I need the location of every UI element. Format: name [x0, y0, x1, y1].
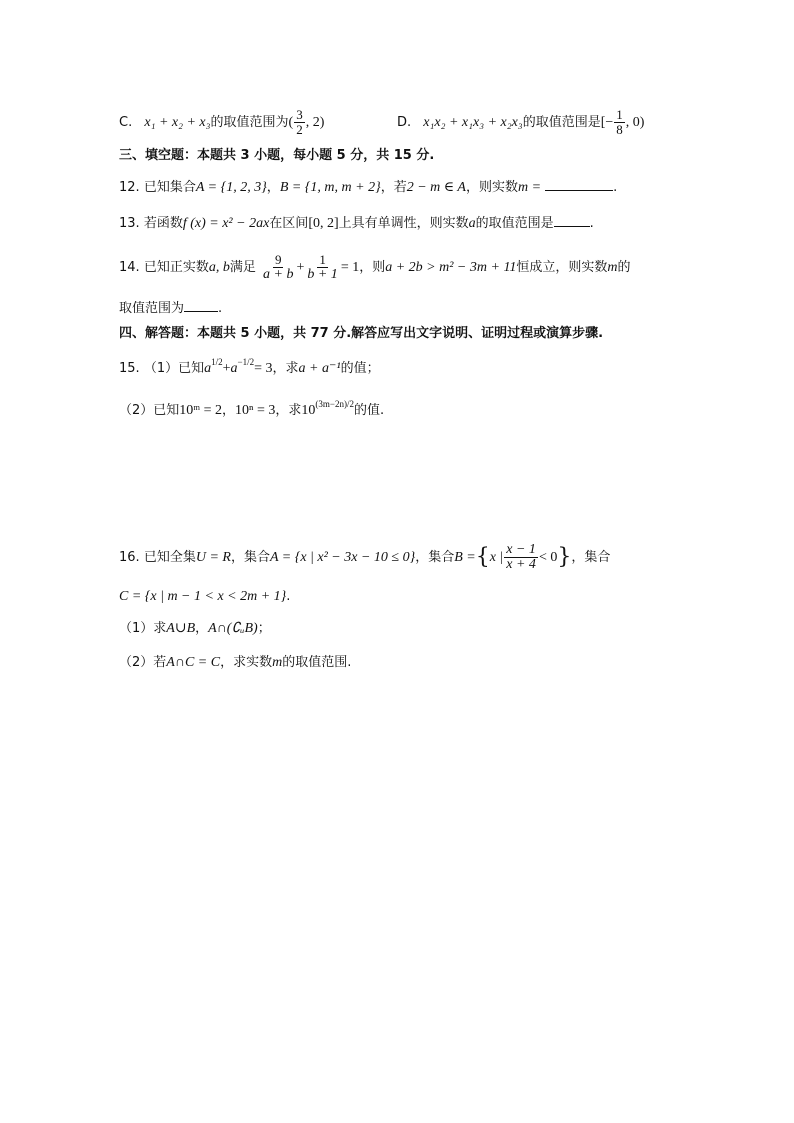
- q16-set-c: C = {x | m − 1 < x < 2m + 1}: [119, 589, 287, 604]
- option-c: [119, 108, 324, 137]
- q12-set-a: A = {1, 2, 3}: [195, 180, 267, 195]
- q16-variable: m: [272, 655, 283, 670]
- q12-variable: m =: [517, 180, 542, 195]
- q14-plus: +: [296, 260, 305, 275]
- q15-text-2: 的值；: [340, 361, 380, 376]
- q15-eq: = 3: [254, 361, 273, 376]
- q14-fraction-1: [261, 253, 295, 282]
- q16-set-c-end: .: [286, 589, 291, 604]
- q15-cond-1: 10ᵐ = 2: [179, 403, 223, 418]
- q12-text-4: ，则实数: [465, 180, 518, 195]
- question-15-part-2: [119, 399, 385, 420]
- q13-number: 13.: [119, 216, 140, 231]
- question-14: [119, 253, 631, 282]
- q15-number: 15.: [119, 361, 140, 376]
- q14-line-2-text: 取值范围为: [119, 301, 185, 316]
- option-c-expr: x₁ + x₂ + x₃: [144, 115, 211, 130]
- q15-base-1: a: [204, 361, 212, 376]
- q16-left-brace: {: [475, 544, 490, 570]
- option-d-label: D.: [397, 115, 412, 130]
- q15-expr: a + a⁻¹: [298, 361, 341, 376]
- q14-end: .: [218, 301, 223, 316]
- q16-number: 16.: [119, 550, 140, 565]
- q16-universe: U = R: [195, 550, 231, 565]
- question-16-part-1: [119, 620, 271, 638]
- q13-answer-blank[interactable]: [554, 214, 590, 227]
- q15-separator: ，: [222, 403, 236, 418]
- q14-f2-den: b + 1: [307, 267, 338, 282]
- q14-inequality: a + 2b > m² − 3m + 11: [385, 260, 517, 275]
- q16-text-3: ，集合: [415, 550, 455, 565]
- q12-end: .: [613, 180, 618, 195]
- q16-part-2-label: （2）若: [119, 655, 167, 670]
- q14-text-3: ，则: [359, 260, 386, 275]
- option-c-num: 3: [296, 107, 303, 122]
- question-16-part-2: [119, 654, 351, 672]
- q16-intersection: A∩(∁ᵤB): [208, 621, 258, 636]
- q15-base-3: 10: [301, 403, 316, 418]
- q16-set-b-prefix: B =: [454, 550, 476, 565]
- q14-f1-den: a + b: [263, 267, 294, 282]
- option-d-text: 的取值范围是: [522, 115, 601, 130]
- q16-part-1-label: （1）求: [119, 621, 167, 636]
- option-c-close: , 2): [305, 115, 325, 130]
- q12-number: 12.: [119, 180, 140, 195]
- q15-base-2: a: [230, 361, 238, 376]
- q13-variable: a: [468, 216, 476, 231]
- section-3-heading: 三、填空题：本题共 3 小题，每小题 5 分，共 15 分.: [119, 148, 435, 163]
- q16-part-1-end: ；: [257, 621, 271, 636]
- q15-plus: +: [222, 361, 231, 376]
- question-13: [119, 214, 594, 233]
- q13-end: .: [589, 216, 594, 231]
- q14-text-4: 恒成立，则实数: [516, 260, 608, 275]
- q14-f2-num: 1: [319, 252, 326, 267]
- question-14-line-2: [119, 299, 222, 318]
- q12-text-1: 已知集合: [143, 180, 196, 195]
- q13-text-4: 的取值范围是: [475, 216, 554, 231]
- q16-text-6: 的取值范围.: [282, 655, 352, 670]
- option-c-label: C.: [119, 115, 133, 130]
- option-d: [397, 108, 644, 137]
- option-d-open: [−: [600, 115, 614, 130]
- option-d-close: , 0): [625, 115, 645, 130]
- q15-text-4: 的值.: [353, 403, 385, 418]
- option-d-expr: x₁x₂ + x₁x₃ + x₂x₃: [423, 115, 523, 130]
- q15-exp-3: (3m−2n)/2: [315, 399, 354, 409]
- option-d-fraction: [614, 108, 625, 137]
- q12-text-3: ，若: [380, 180, 407, 195]
- option-d-den: 8: [616, 122, 623, 137]
- q13-interval: [0, 2]: [308, 216, 339, 231]
- q13-function: f (x) = x² − 2ax: [182, 216, 270, 231]
- option-c-open: (: [288, 115, 294, 130]
- q16-text-1: 已知全集: [143, 550, 196, 565]
- q13-text-2: 在区间: [269, 216, 309, 231]
- option-c-fraction: [294, 108, 305, 137]
- q16-frac-num: x − 1: [506, 542, 536, 557]
- q16-set-b-post: < 0: [538, 550, 558, 565]
- option-c-den: 2: [296, 122, 303, 137]
- q14-variable: m: [607, 260, 618, 275]
- q15-text-3: ，求: [275, 403, 302, 418]
- q14-fraction-2: [305, 253, 339, 282]
- q16-union: A∪B: [166, 621, 196, 636]
- q14-answer-blank[interactable]: [184, 299, 218, 312]
- question-16: [119, 543, 610, 572]
- q15-text-1: ，求: [272, 361, 299, 376]
- q12-answer-blank[interactable]: [545, 178, 613, 191]
- q15-exp-1: 1/2: [211, 357, 223, 367]
- question-15-part-1: [119, 357, 380, 378]
- option-d-num: 1: [616, 107, 623, 122]
- q14-f1-num: 9: [274, 252, 282, 267]
- q15-part-2-label: （2）已知: [119, 403, 180, 418]
- q13-text-3: 上具有单调性，则实数: [338, 216, 469, 231]
- q14-number: 14.: [119, 260, 140, 275]
- q12-condition: 2 − m ∈ A: [406, 180, 466, 195]
- q16-set-b-var: x |: [489, 550, 504, 565]
- option-c-text: 的取值范围为: [210, 115, 289, 130]
- q16-separator: ，: [195, 621, 209, 636]
- q14-eq: = 1: [340, 260, 360, 275]
- q15-part-1-label: （1）已知: [143, 361, 205, 376]
- q16-set-a: A = {x | x² − 3x − 10 ≤ 0}: [269, 550, 416, 565]
- q14-text-1: 已知正实数: [143, 260, 209, 275]
- q16-right-brace: }: [557, 544, 572, 570]
- q14-text-5: 的: [617, 260, 631, 275]
- q12-text-2: ，: [266, 180, 280, 195]
- q16-text-5: ，求实数: [220, 655, 273, 670]
- q15-cond-2: 10ⁿ = 3: [235, 403, 276, 418]
- q16-text-2: ，集合: [230, 550, 270, 565]
- q16-fraction: [504, 543, 538, 572]
- q14-vars: a, b: [208, 260, 230, 275]
- q16-condition: A∩C = C: [166, 655, 221, 670]
- q16-text-4: ，集合: [571, 550, 611, 565]
- q16-frac-den: x + 4: [506, 557, 536, 572]
- question-16-set-c: [119, 588, 290, 606]
- q15-exp-2: −1/2: [237, 357, 255, 367]
- section-4-heading: 四、解答题：本题共 5 小题，共 77 分.解答应写出文字说明、证明过程或演算步骤.: [119, 326, 604, 341]
- q12-set-b: B = {1, m, m + 2}: [279, 180, 381, 195]
- q13-text-1: 若函数: [143, 216, 183, 231]
- q14-text-2: 满足: [229, 260, 256, 275]
- question-12: [119, 178, 617, 197]
